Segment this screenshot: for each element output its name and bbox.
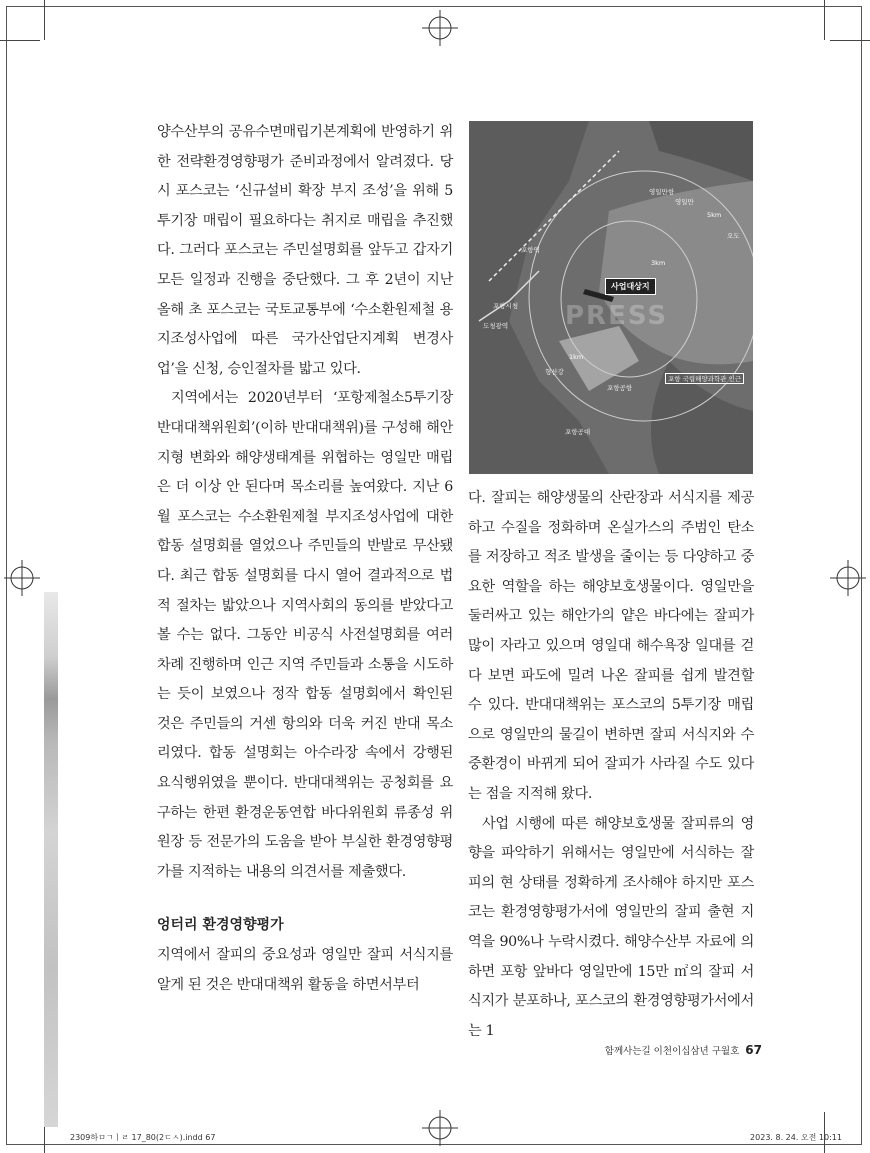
- trim-mark: [0, 40, 40, 41]
- map-label: 5km: [707, 211, 722, 219]
- map-label: 1km: [569, 353, 584, 361]
- map-label: 포항시청: [493, 302, 519, 310]
- paragraph: 다. 잘피는 해양생물의 산란장과 서식지를 제공하고 수질을 정화하며 온실가스의 주범인 탄소를 저장하고 적조 발생을 줄이는 등 다양하고 중요한 역할을 하는 해양보호생물이다. 영일만을 둘러싸고 있는 해안가의 얕은 바다에는 잘피가 많이 자라고 있으며 영일대 해수욕장 일대를 걷다 보면 파도에 밀려 나온 잘피를 쉽게 발견할 수 있다. 반대대책위는 포스코의 5투기장 매립으로 영일만의 물길이 변하면 잘피 서식지와 수중환경이 바뀌게 되어 잘피가 사라질 수도 있다는 점을 지적해 왔다.: [468, 490, 754, 802]
- map-graphic: [469, 121, 753, 474]
- map-label: 포항공대: [565, 428, 591, 436]
- print-slug-file: 2309하ㅁㄱㅣㄹ 17_80(2ㄷㅅ).indd 67: [70, 1133, 216, 1142]
- map-label: 3km: [651, 259, 666, 267]
- page-number: 67: [745, 1043, 762, 1057]
- paragraph: 지역에서 잘피의 중요성과 영일만 잘피 서식지를 알게 된 것은 반대대책위 활동을 하면서부터: [157, 947, 453, 993]
- paragraph: 양수산부의 공유수면매립기본계획에 반영하기 위한 전략환경영향평가 준비과정에서 알려졌다. 당시 포스코는 ‘신규설비 확장 부지 조성’을 위해 5투기장 매립이 필요하다는 취지로 매립을 추진했다. 그러다 포스코는 주민설명회를 앞두고 갑자기 모든 일정과 진행을 중단했다. 그 후 2년이 지난 올해 초 포스코는 국토교통부에 ‘수소환원제철 용지조성사업에 따른 국가산업단지계획 변경사업’을 신청, 승인절차를 밟고 있다.: [157, 124, 453, 377]
- paragraph: 사업 시행에 따른 해양보호생물 잘피류의 영향을 파악하기 위해서는 영일만에 서식하는 잘피의 현 상태를 정확하게 조사해야 하지만 포스코는 환경영향평가서에 영일만의 잘피 출현 지역을 90%나 누락시켰다. 해양수산부 자료에 의하면 포항 앞바다 영일만에 15만 ㎡의 잘피 서식지가 분포하나, 포스코의 환경영향평가서에서는 1: [468, 815, 754, 1039]
- map-label: 오도: [727, 232, 740, 240]
- registration-mark-right: [830, 560, 866, 596]
- map-label: 영일만: [675, 198, 694, 206]
- registration-mark-top: [422, 10, 458, 46]
- map-label: 영일만항: [649, 188, 675, 196]
- print-slug-date: 2023. 8. 24. 오전 10:11: [750, 1133, 842, 1142]
- trim-mark: [830, 40, 870, 41]
- adjacent-page-photo-strip: [44, 592, 58, 1127]
- section-heading: 엉터리 환경영향평가: [157, 917, 284, 933]
- trim-mark: [44, 0, 45, 40]
- map-label: 도청광역: [483, 322, 509, 330]
- map-label: 포항역: [521, 246, 540, 254]
- left-column: [157, 118, 453, 887]
- aerial-map: [469, 121, 753, 474]
- map-box-label: 포항 국립해양과학관 인근: [665, 373, 744, 384]
- watermark: PRESS: [565, 301, 669, 331]
- map-label: 포항공항: [607, 384, 633, 392]
- registration-mark-left: [4, 560, 40, 596]
- right-column: [468, 484, 754, 1046]
- page-footer: [605, 1043, 762, 1057]
- trim-mark: [824, 0, 825, 40]
- map-label: 형산강: [545, 368, 564, 376]
- registration-mark-bottom: [422, 1110, 458, 1146]
- magazine-title: 함께사는길 이천이십삼년 구월호: [604, 1046, 740, 1057]
- project-site-label: 사업대상지: [605, 278, 656, 295]
- paragraph: 지역에서는 2020년부터 ‘포항제철소5투기장반대대책위원회’(이하 반대대책위)를 구성해 해안지형 변화와 해양생태계를 위협하는 영일만 매립은 더 이상 안 된다며 목소리를 높여왔다. 지난 6월 포스코는 수소환원제철 부지조성사업에 대한 합동 설명회를 열었으나 주민들의 반발로 무산됐다. 최근 합동 설명회를 다시 열어 결과적으로 법적 절차는 밟았으나 지역사회의 동의를 받았다고 볼 수는 없다. 그동안 비공식 사전설명회를 여러 차례 진행하며 인근 지역 주민들과 소통을 시도하는 듯이 보였으나 정작 합동 설명회에서 확인된 것은 주민들의 거센 항의와 더욱 커진 반대 목소리였다. 합동 설명회는 아수라장 속에서 강행된 요식행위였을 뿐이다. 반대대책위는 공청회를 요구하는 한편 환경운동연합 바다위원회 류종성 위원장 등 전문가의 도움을 받아 부실한 환경영향평가를 지적하는 내용의 의견서를 제출했다.: [157, 390, 453, 880]
- left-column-continued: [157, 941, 453, 1000]
